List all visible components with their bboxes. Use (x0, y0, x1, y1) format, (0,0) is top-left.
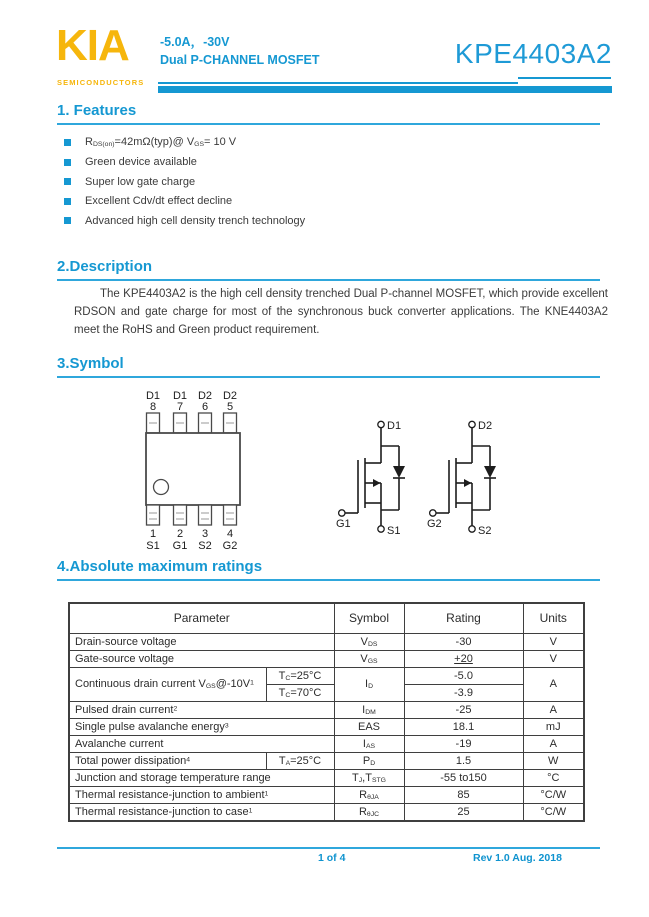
drain1-label: D1 (387, 420, 402, 432)
units-cell: A (523, 668, 584, 702)
table-row (69, 702, 584, 719)
pin2-function-label: G1 (172, 540, 188, 552)
table-row (69, 770, 584, 787)
body-diode-icon (393, 466, 405, 478)
feature-text: Advanced high cell density trench technology (85, 214, 306, 227)
units-cell: W (523, 753, 584, 770)
parameter-cell: Single pulse avalanche energy$^3$ (69, 719, 334, 736)
pin8-function-label: D1 (145, 390, 161, 402)
pin5-function-label: D2 (222, 390, 238, 402)
pin3-number: 3 (201, 528, 209, 540)
symbol-cell: EAS (334, 719, 404, 736)
ratings-title: 4.Absolute maximum ratings (57, 558, 263, 575)
feature-text: Super low gate charge (85, 175, 196, 188)
units-cell: A (523, 702, 584, 719)
pin3-function-label: S2 (198, 540, 212, 552)
condition-cell: $T_C=25^\circ C$ (266, 668, 334, 685)
bullet-square-icon (64, 198, 71, 205)
col-header-parameter: Parameter (69, 603, 334, 634)
header-thin-rule-left (158, 82, 518, 84)
rating-cell: -30 (404, 634, 523, 651)
rating-cell: -19 (404, 736, 523, 753)
rating-cell: +20 (404, 651, 523, 668)
symbol-cell: $I_{AS}$ (334, 736, 404, 753)
table-header-row (69, 603, 584, 634)
symbol-cell: $R_{\theta JC}$ (334, 804, 404, 822)
description-rule (57, 279, 600, 281)
feature-text: $R_{DS(on)}=42m\Omega(typ)@$ $V_{GS}= 10$ V (85, 136, 237, 149)
drain2-label: D2 (478, 420, 493, 432)
parameter-cell: Drain-source voltage (69, 634, 334, 651)
pin1-number: 1 (149, 528, 157, 540)
footer-rule (57, 847, 600, 849)
parameter-cell: Thermal resistance-junction to ambient$^1$ (69, 787, 334, 804)
description-text: The KPE4403A2 is the high cell density trenched Dual P-channel MOSFET, which provide excellent RDSON and gate charge for most of the synchronous buck converter applications. The KNE4403A2 meet the RoHS and Green product requirement. (74, 288, 608, 336)
pin2-number: 2 (176, 528, 184, 540)
parameter-cell: Total power dissipation$^4$ (69, 753, 266, 770)
condition-cell: $T_A=25^\circ C$ (266, 753, 334, 770)
table-row (69, 719, 584, 736)
units-cell: °C (523, 770, 584, 787)
feature-item (64, 215, 305, 226)
device-summary (160, 33, 320, 69)
parameter-cell: Avalanche current (69, 736, 334, 753)
col-header-rating: Rating (404, 603, 523, 634)
pin4-function-label: G2 (222, 540, 238, 552)
parameter-cell: Junction and storage temperature range (69, 770, 334, 787)
rating-cell: -5.0 (404, 668, 523, 685)
parameter-cell: Pulsed drain current$^2$ (69, 702, 334, 719)
header-thin-rule-right (518, 77, 611, 79)
rating-cell: 1.5 (404, 753, 523, 770)
feature-item (64, 176, 305, 187)
gate1-label: G1 (336, 518, 351, 530)
so8-package-drawing (105, 386, 275, 552)
units-cell: V (523, 651, 584, 668)
symbol-cell: $R_{\theta JA}$ (334, 787, 404, 804)
kia-logo-subtext: SEMICONDUCTORS (57, 78, 145, 87)
features-rule (57, 123, 600, 125)
table-row (69, 668, 584, 685)
revision-text: Rev 1.0 Aug. 2018 (473, 852, 562, 864)
source2-label: S2 (478, 525, 492, 537)
feature-item (64, 157, 305, 168)
symbol-cell: $I_D$ (334, 668, 404, 702)
table-row (69, 753, 584, 770)
description-title: 2.Description (57, 258, 153, 275)
feature-item (64, 196, 305, 207)
symbol-cell: $V_{DS}$ (334, 634, 404, 651)
pin7-number: 7 (176, 401, 184, 413)
rating-cell: 25 (404, 804, 523, 822)
feature-item (64, 137, 305, 148)
symbol-cell: $T_J,T_{STG}$ (334, 770, 404, 787)
body-arrow-icon (464, 479, 472, 487)
table-row (69, 787, 584, 804)
table-row (69, 634, 584, 651)
bullet-square-icon (64, 217, 71, 224)
units-cell: mJ (523, 719, 584, 736)
pin5-number: 5 (226, 401, 234, 413)
parameter-cell: Continuous drain current $V_{GS}@-10V^1$ (69, 668, 266, 702)
symbol-cell: $I_{DM}$ (334, 702, 404, 719)
table-row (69, 736, 584, 753)
condition-cell: $T_C=70^\circ C$ (266, 685, 334, 702)
symbol-cell: $P_D$ (334, 753, 404, 770)
header-thick-bar (158, 86, 612, 93)
pin6-number: 6 (201, 401, 209, 413)
bullet-square-icon (64, 178, 71, 185)
units-cell: °C/W (523, 804, 584, 822)
units-cell: V (523, 634, 584, 651)
col-header-symbol: Symbol (334, 603, 404, 634)
kia-logo: KIA (56, 21, 129, 70)
pin7-function-label: D1 (172, 390, 188, 402)
rating-cell: -25 (404, 702, 523, 719)
gate2-label: G2 (427, 518, 442, 530)
source1-label: S1 (387, 525, 401, 537)
symbol-cell: $V_{GS}$ (334, 651, 404, 668)
rating-cell: 85 (404, 787, 523, 804)
rating-cell: -3.9 (404, 685, 523, 702)
body-diode-icon (484, 466, 496, 478)
parameter-cell: Thermal resistance-junction to case$^1$ (69, 804, 334, 822)
rating-cell: -55 to150 (404, 770, 523, 787)
part-number: KPE4403A2 (454, 38, 612, 69)
table-row (69, 804, 584, 822)
device-summary-line2: Dual P-CHANNEL MOSFET (160, 53, 320, 68)
bullet-square-icon (64, 159, 71, 166)
mosfet-symbol-2 (427, 418, 519, 540)
pin4-number: 4 (226, 528, 234, 540)
pin8-number: 8 (149, 401, 157, 413)
features-list (64, 137, 305, 235)
symbol-title: 3.Symbol (57, 355, 124, 372)
mosfet-symbol-1 (336, 418, 428, 540)
ratings-rule (57, 579, 600, 581)
pin6-function-label: D2 (197, 390, 213, 402)
col-header-units: Units (523, 603, 584, 634)
absolute-maximum-ratings-table (68, 602, 585, 822)
rating-cell: 18.1 (404, 719, 523, 736)
units-cell: °C/W (523, 787, 584, 804)
units-cell: A (523, 736, 584, 753)
bullet-square-icon (64, 139, 71, 146)
table-row (69, 651, 584, 668)
feature-text: Excellent Cdv/dt effect decline (85, 195, 233, 208)
feature-text: Green device available (85, 156, 197, 169)
parameter-cell: Gate-source voltage (69, 651, 334, 668)
symbol-rule (57, 376, 600, 378)
features-title: 1. Features (57, 102, 137, 119)
device-summary-line1: -5.0A，-30V (160, 35, 230, 49)
body-arrow-icon (373, 479, 381, 487)
pin1-function-label: S1 (146, 540, 160, 552)
page-indicator: 1 of 4 (318, 852, 346, 864)
